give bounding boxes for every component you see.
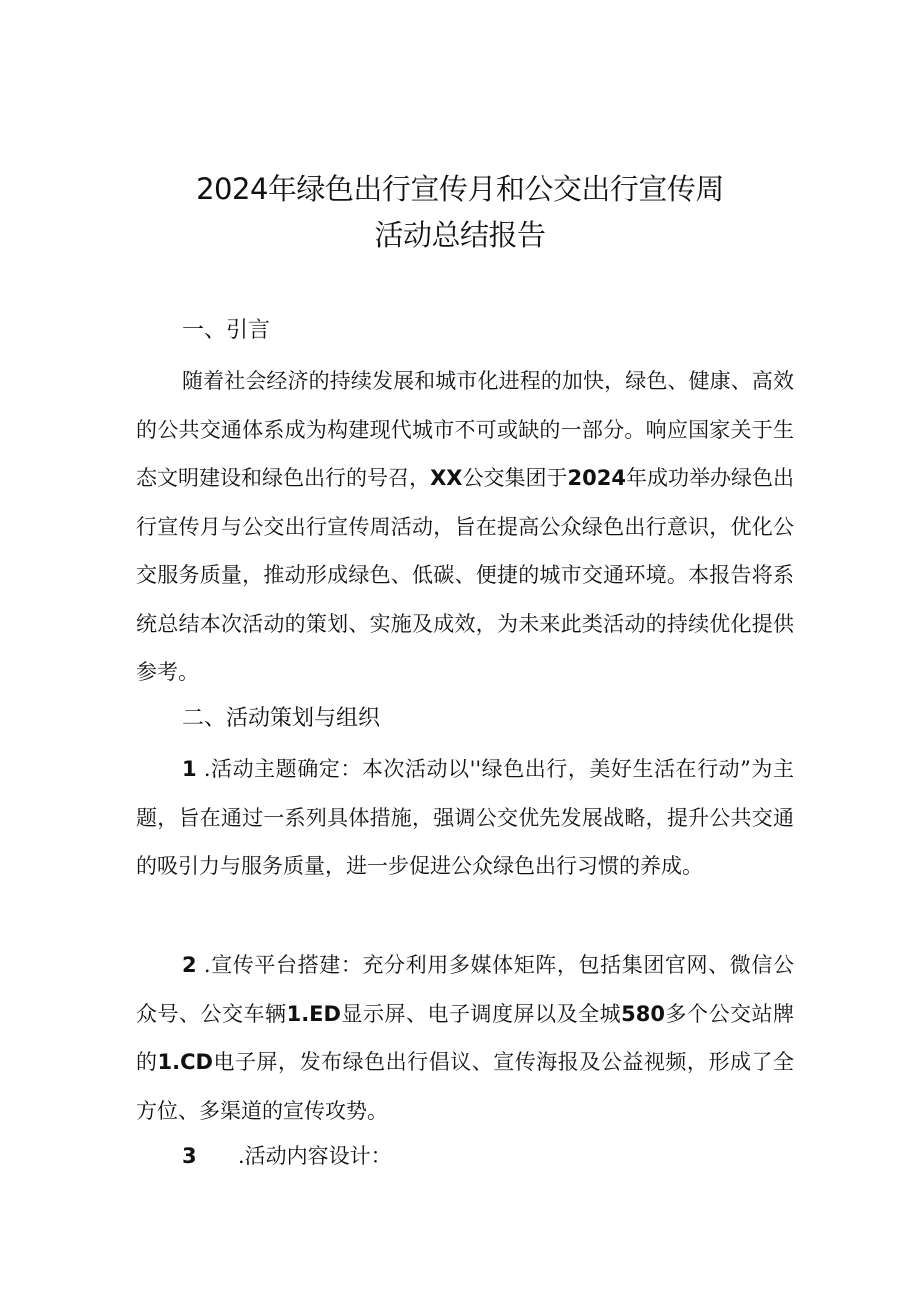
document-title-line-2: 活动总结报告: [374, 218, 546, 252]
lcd-term: 1.CD: [157, 1050, 213, 1074]
text-run: 显示屏、电子调度屏以及全城: [340, 1001, 622, 1026]
text-run: 随着社会经济的持续发展和城市化进程的加快，绿色、健康、高效的公共交通体系成为构建现代城市不可或缺的一部分。响应国家关于生态文明建设和绿色出行的号召，: [136, 369, 794, 490]
document-title-line-1: 2024年绿色出行宣传月和公交出行宣传周: [196, 172, 724, 206]
text-run: 多个公交站牌的: [136, 1001, 795, 1074]
list-item-number: 3: [182, 1144, 197, 1168]
list-item-platform: [136, 941, 794, 1135]
company-name-placeholder: XX: [430, 466, 463, 490]
led-term: 1.ED: [286, 1001, 341, 1026]
text-run: 公交集团于: [462, 466, 568, 490]
station-count: 580: [621, 1001, 665, 1026]
list-item-number: 2: [182, 953, 197, 977]
list-item-number: 1: [182, 757, 197, 781]
list-item-theme: [136, 745, 794, 891]
year-number: 2024: [567, 466, 626, 490]
section-heading-introduction: 一、引言: [182, 318, 271, 343]
list-item-text: .活动内容设计：: [238, 1144, 392, 1168]
section-heading-planning: 二、活动策划与组织: [182, 706, 381, 731]
text-run: 年成功举办绿色出行宣传月与公交出行宣传周活动，旨在提高公众绿色出行意识，优化公交服务质量，推动形成绿色、低碳、便捷的城市交通环境。本报告将系统总结本次活动的策划、实施及成效，为未来此类活动的持续优化提供参考。: [136, 466, 795, 684]
list-item-content-design: [182, 1139, 392, 1173]
text-run: 电子屏，发布绿色出行倡议、宣传海报及公益视频，形成了全方位、多渠道的宣传攻势。: [136, 1050, 795, 1123]
introduction-paragraph: [136, 357, 794, 697]
text-run: .宣传平台搭建：充分利用多媒体矩阵，包括集团官网、微信公众号、公交车辆: [136, 953, 794, 1026]
list-item-text: .活动主题确定：本次活动以''绿色出行，美好生活在行动”为主题，旨在通过一系列具体措施，强调公交优先发展战略，提升公共交通的吸引力与服务质量，进一步促进公众绿色出行习惯的养成。: [136, 757, 794, 878]
